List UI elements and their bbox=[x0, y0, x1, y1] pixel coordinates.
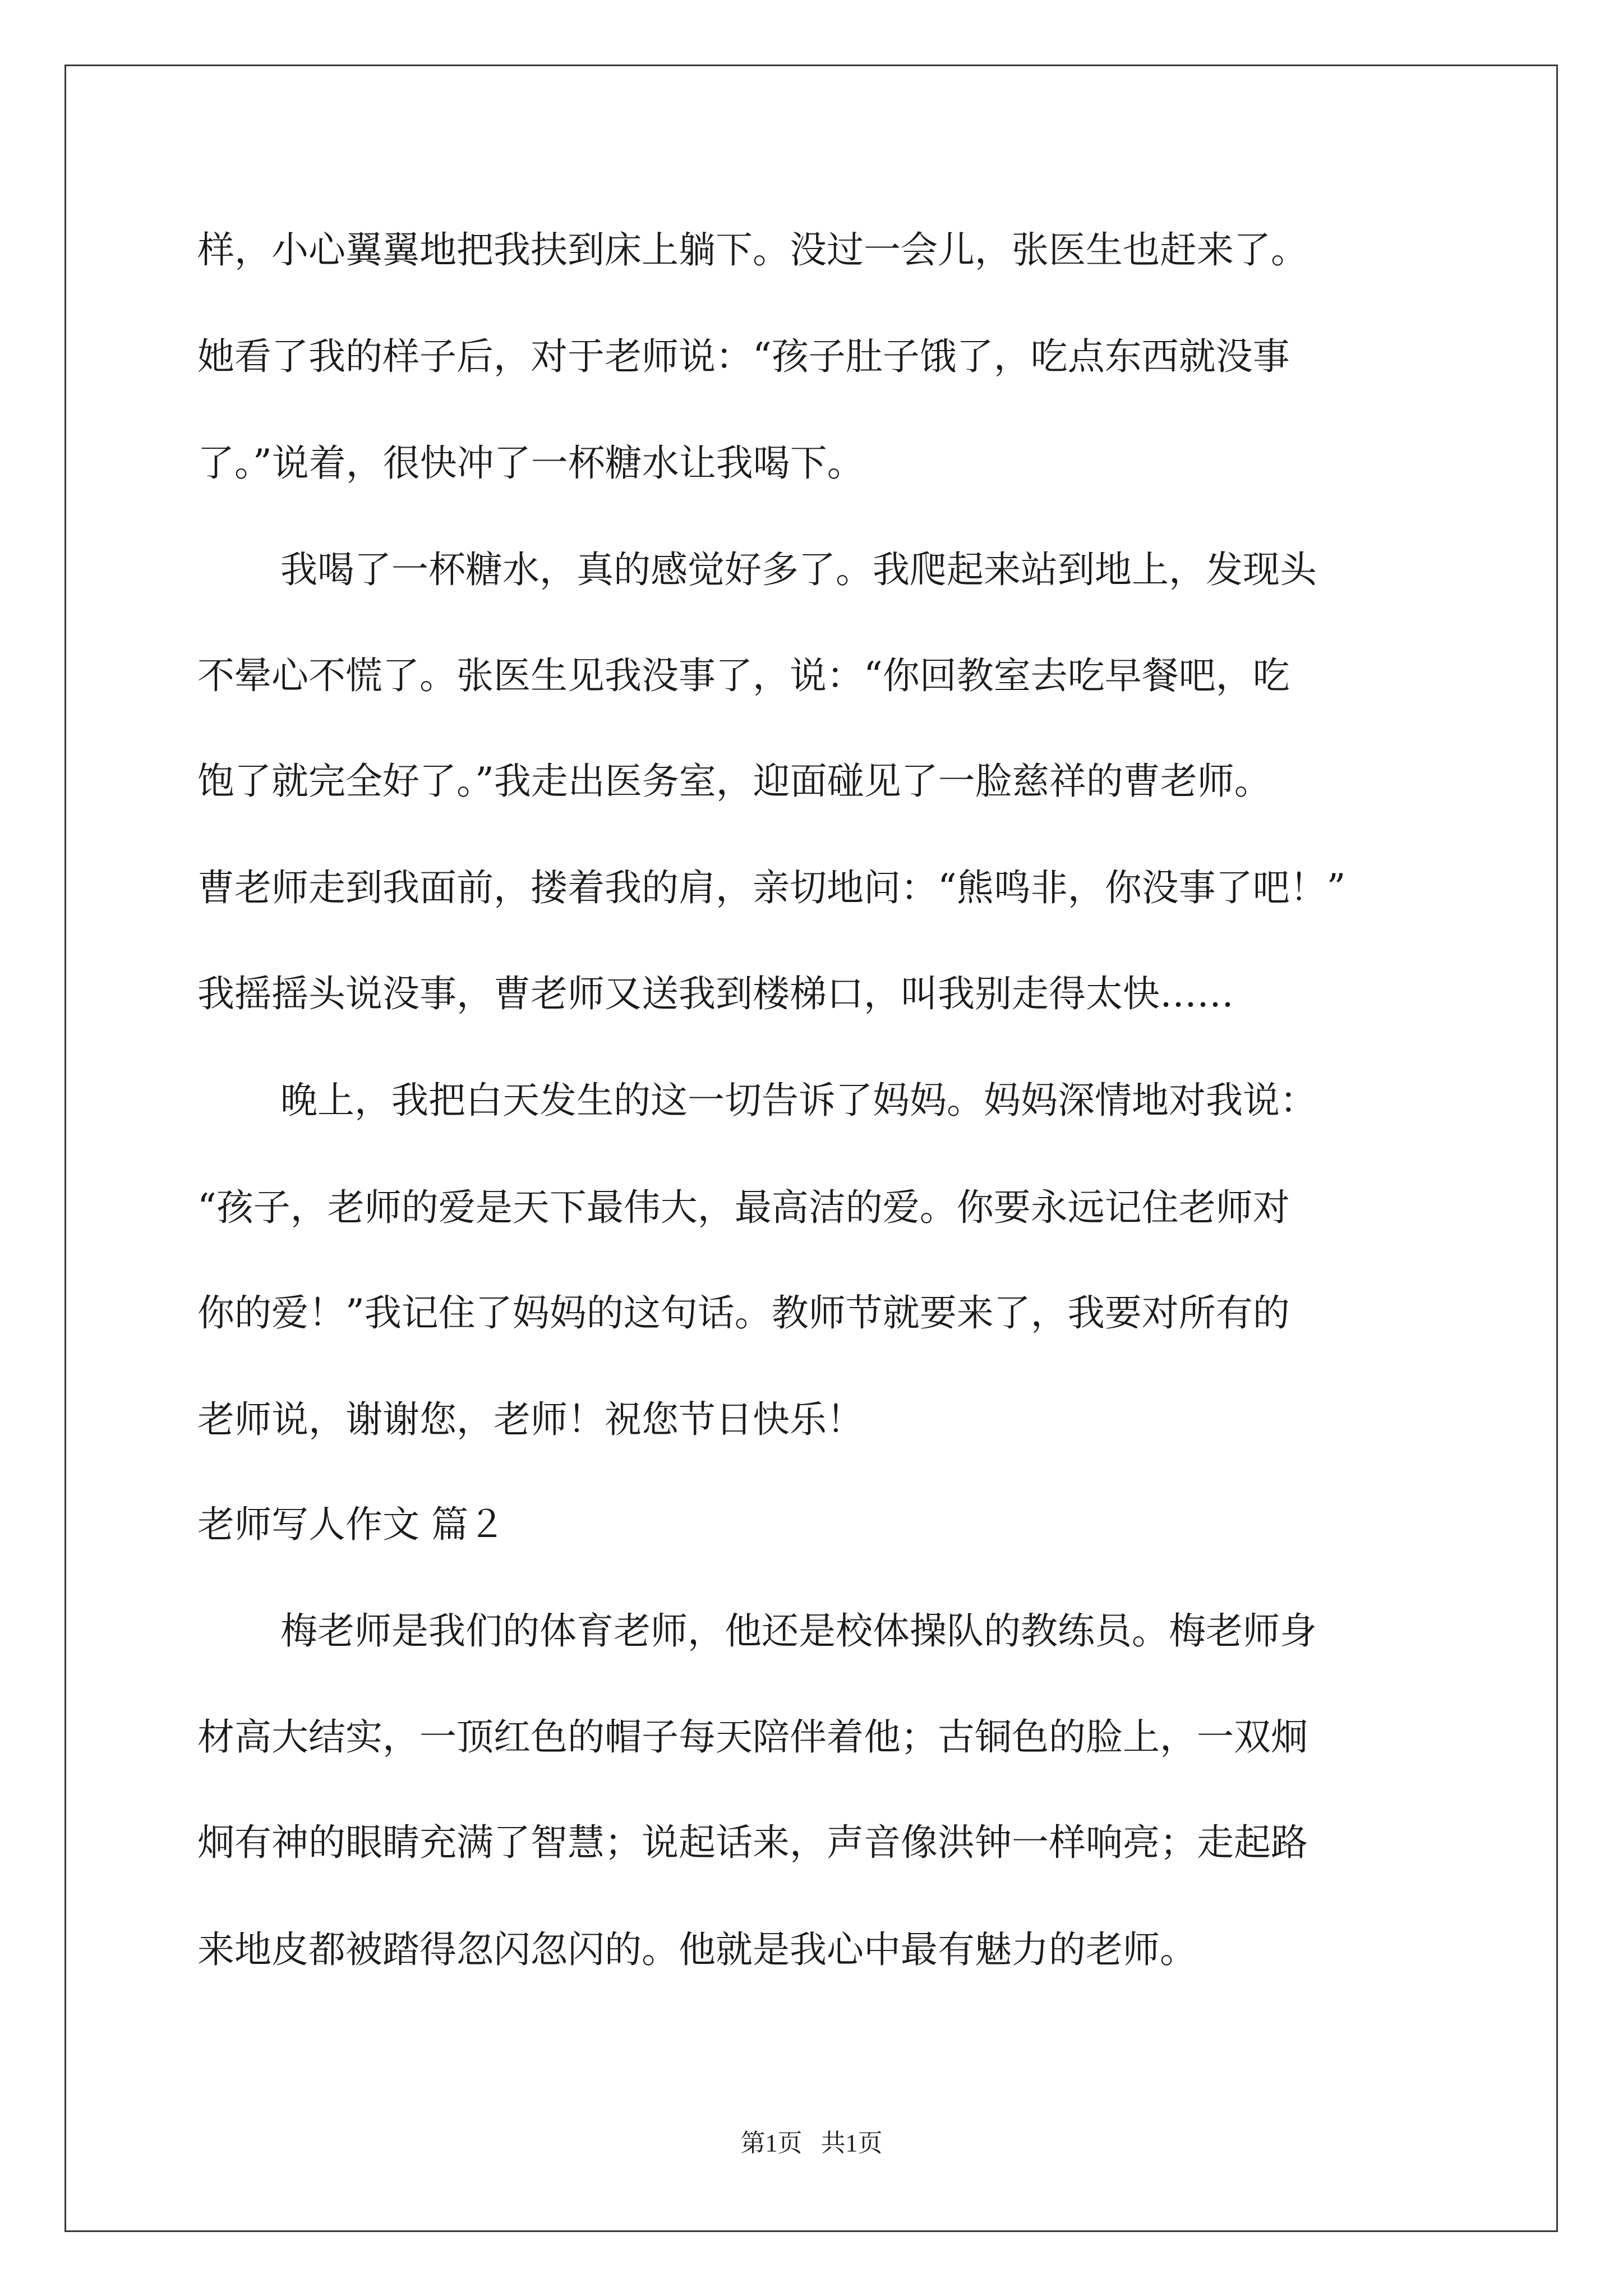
paragraph-start-line: 我喝了一杯糖水，真的感觉好多了。我爬起来站到地上，发现头 bbox=[280, 548, 1317, 591]
text-line: 曹老师走到我面前，搂着我的肩，亲切地问：“熊鸣非，你没事了吧！” bbox=[197, 866, 1346, 909]
text-line: 饱了就完全好了。”我走出医务室，迎面碰见了一脸慈祥的曹老师。 bbox=[197, 760, 1271, 803]
text-line: 老师说，谢谢您，老师！祝您节日快乐！ bbox=[197, 1398, 864, 1441]
paragraph-start-line: 晚上，我把白天发生的这一切告诉了妈妈。妈妈深情地对我说： bbox=[280, 1079, 1317, 1122]
paragraph-start-line: 梅老师是我们的体育老师，他还是校体操队的教练员。梅老师身 bbox=[280, 1609, 1317, 1653]
text-line: 样，小心翼翼地把我扶到床上躺下。没过一会儿，张医生也赶来了。 bbox=[197, 228, 1308, 272]
text-line: 炯有神的眼睛充满了智慧；说起话来，声音像洪钟一样响亮；走起路 bbox=[197, 1821, 1308, 1864]
text-line: 我摇摇头说没事，曹老师又送我到楼梯口，叫我别走得太快…… bbox=[197, 972, 1234, 1015]
text-line: “孩子，老师的爱是天下最伟大，最高洁的爱。你要永远记住老师对 bbox=[197, 1186, 1290, 1229]
text-line: 不晕心不慌了。张医生见我没事了，说：“你回教室去吃早餐吧，吃 bbox=[197, 654, 1290, 697]
text-line: 她看了我的样子后，对于老师说：“孩子肚子饿了，吃点东西就没事 bbox=[197, 335, 1290, 378]
page-border bbox=[64, 65, 1558, 2232]
text-line: 来地皮都被踏得忽闪忽闪的。他就是我心中最有魅力的老师。 bbox=[197, 1928, 1197, 1971]
page-footer: 第1页 共1页 bbox=[740, 2129, 883, 2157]
text-line: 了。”说着，很快冲了一杯糖水让我喝下。 bbox=[197, 441, 864, 485]
text-line: 你的爱！”我记住了妈妈的这句话。教师节就要来了，我要对所有的 bbox=[197, 1291, 1290, 1335]
text-line: 材高大结实，一顶红色的帽子每天陪伴着他；古铜色的脸上，一双炯 bbox=[197, 1715, 1308, 1759]
section-heading: 老师写人作文 篇２ bbox=[197, 1503, 505, 1546]
